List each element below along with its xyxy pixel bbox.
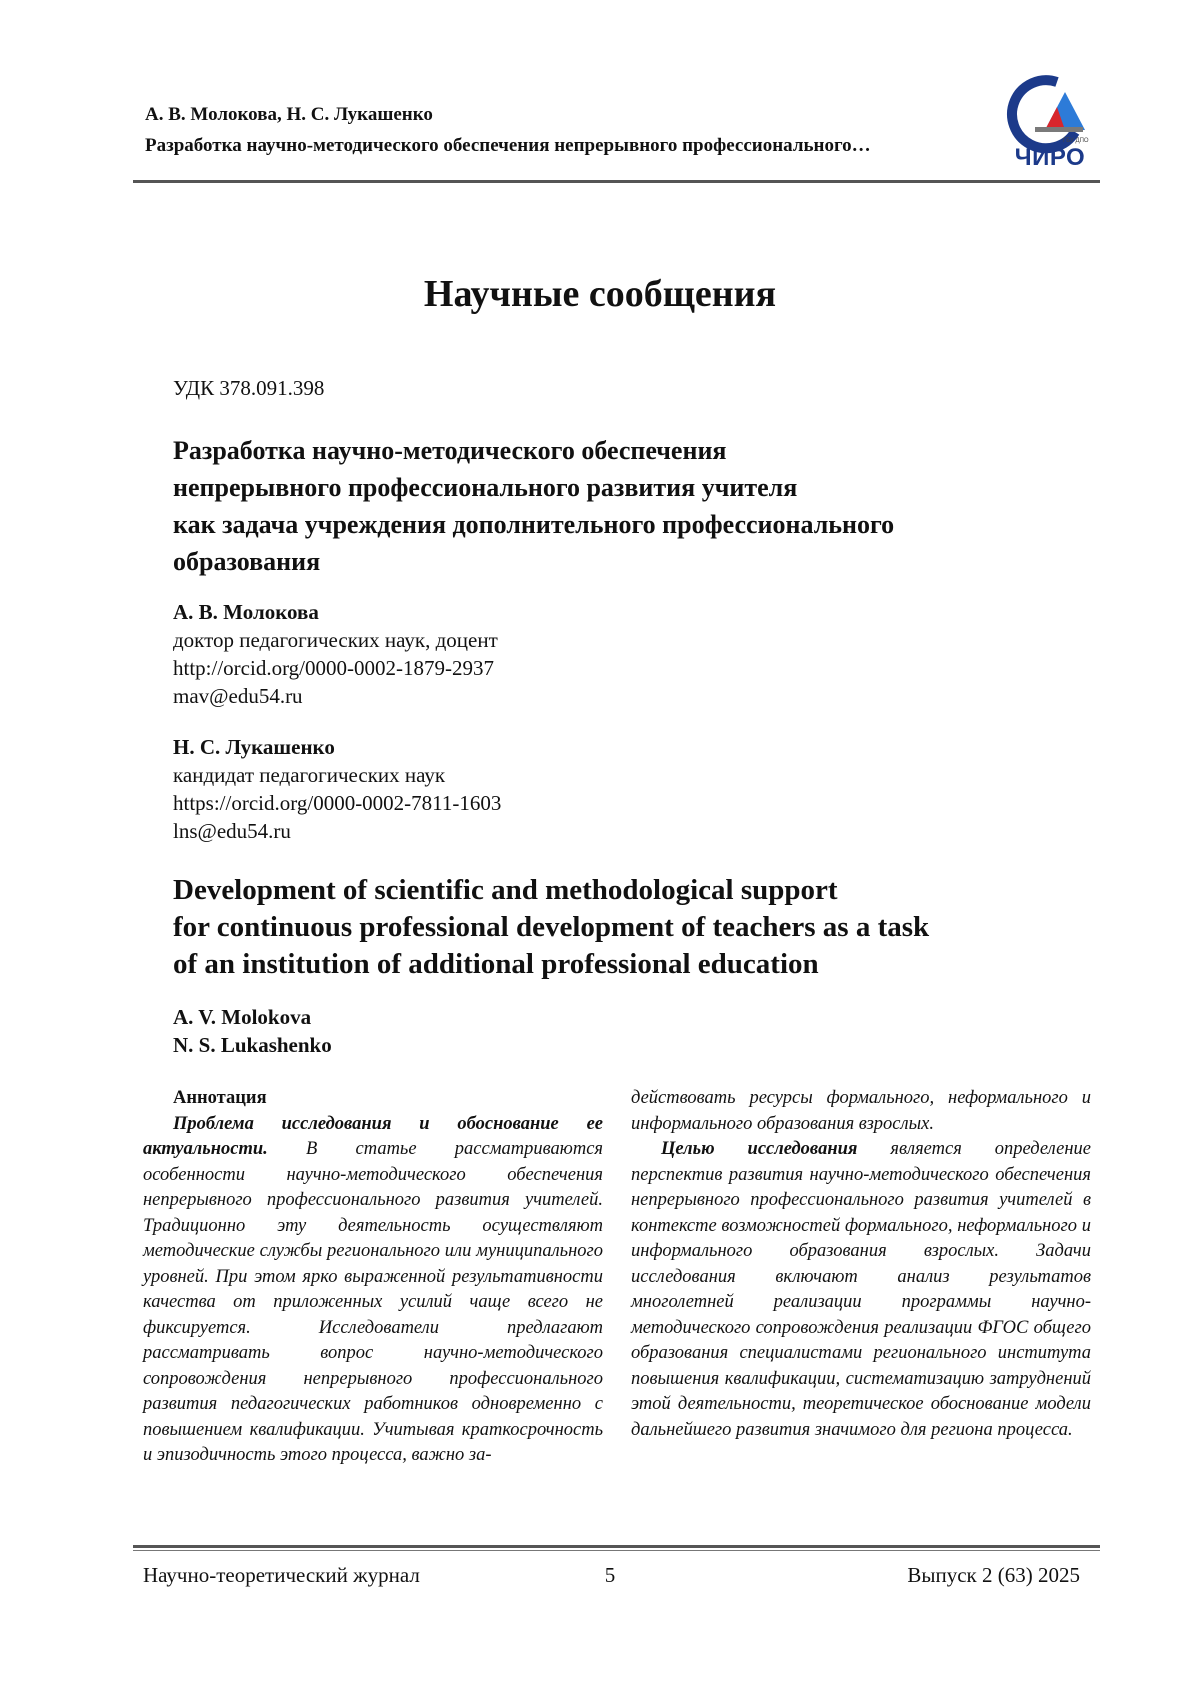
abstract-paragraph-2 xyxy=(631,1137,1091,1443)
abstract-heading: Аннотация xyxy=(143,1086,603,1112)
abstract-p2-lead: Целью исследования xyxy=(661,1139,857,1159)
author-en-name: N. S. Lukashenko xyxy=(173,1031,332,1059)
author-name: А. В. Молокова xyxy=(173,598,873,626)
author-degree: доктор педагогических наук, доцент xyxy=(173,626,873,654)
author-block xyxy=(173,733,873,845)
abstract-right-column xyxy=(631,1086,1091,1443)
author-email[interactable]: lns@edu54.ru xyxy=(173,817,873,845)
footer-divider-thin xyxy=(133,1550,1100,1551)
logo-text: ЧИРО xyxy=(1005,144,1095,172)
title-ru-line: образования xyxy=(173,543,1073,580)
abstract-p1-text: В статье рассматриваются особенности научно-методического обеспечения непрерывного профессионального развития учителей. Традиционно эту деятельность осуществляют методические службы регионального или муниципального уровней. При этом ярко выраженной результативности качества от приложенных усилий чаще всего не фиксируется. Исследователи предлагают рассматривать вопрос научно-методического сопровождения непрерывного профессионального развития педагогических работников одновременно с повышением квалификации. Учитывая краткосрочность и эпизодичность этого процесса, важно за- xyxy=(143,1139,603,1465)
author-name: Н. С. Лукашенко xyxy=(173,733,873,761)
author-email[interactable]: mav@edu54.ru xyxy=(173,682,873,710)
logo-small-text: ГБУ ДПО xyxy=(1063,138,1089,144)
running-header-title: Разработка научно-методического обеспечения непрерывного профессионального… xyxy=(145,135,871,157)
abstract-p2-text: является определение перспектив развития научно-методического обеспечения непрерывного профессионального развития учителей в контексте возможностей формального, неформального и информального образования взрослых. Задачи исследования включают анализ результатов многолетней реализации программы научно-методического сопровождения реализации ФГОС общего образования специалистами регионального института повышения квалификации, систематизацию затруднений этой деятельности, теоретическое обоснование модели дальнейшего развития значимого для региона процесса. xyxy=(631,1139,1091,1440)
header-divider xyxy=(133,180,1100,183)
title-ru-line: непрерывного профессионального развития учителя xyxy=(173,469,1073,506)
running-header-authors: А. В. Молокова, Н. С. Лукашенко xyxy=(145,104,433,126)
abstract-paragraph-1-continued: действовать ресурсы формального, неформального и информального образования взрослых. xyxy=(631,1086,1091,1137)
author-orcid[interactable]: http://orcid.org/0000-0002-1879-2937 xyxy=(173,654,873,682)
abstract-left-column xyxy=(143,1086,603,1469)
footer-divider xyxy=(133,1545,1100,1548)
author-block xyxy=(173,598,873,710)
author-en-name: A. V. Molokova xyxy=(173,1003,332,1031)
udc-code: УДК 378.091.398 xyxy=(173,376,324,401)
page-number: 5 xyxy=(580,1563,640,1588)
article-title-ru xyxy=(173,432,1073,580)
title-en-line: for continuous professional development of teachers as a task xyxy=(173,909,1073,946)
section-heading: Научные сообщения xyxy=(0,272,1200,316)
abstract-p1-lead: Проблема исследования и обоснование ее актуальности. xyxy=(143,1114,603,1160)
author-orcid[interactable]: https://orcid.org/0000-0002-7811-1603 xyxy=(173,789,873,817)
title-en-line: Development of scientific and methodological support xyxy=(173,872,1073,909)
title-en-line: of an institution of additional professional education xyxy=(173,946,1073,983)
footer-issue: Выпуск 2 (63) 2025 xyxy=(830,1563,1080,1588)
article-title-en xyxy=(173,872,1073,983)
abstract-paragraph-1 xyxy=(143,1112,603,1469)
authors-en xyxy=(173,1003,332,1059)
footer-journal: Научно-теоретический журнал xyxy=(143,1563,420,1588)
title-ru-line: Разработка научно-методического обеспечения xyxy=(173,432,1073,469)
author-degree: кандидат педагогических наук xyxy=(173,761,873,789)
title-ru-line: как задача учреждения дополнительного профессионального xyxy=(173,506,1073,543)
